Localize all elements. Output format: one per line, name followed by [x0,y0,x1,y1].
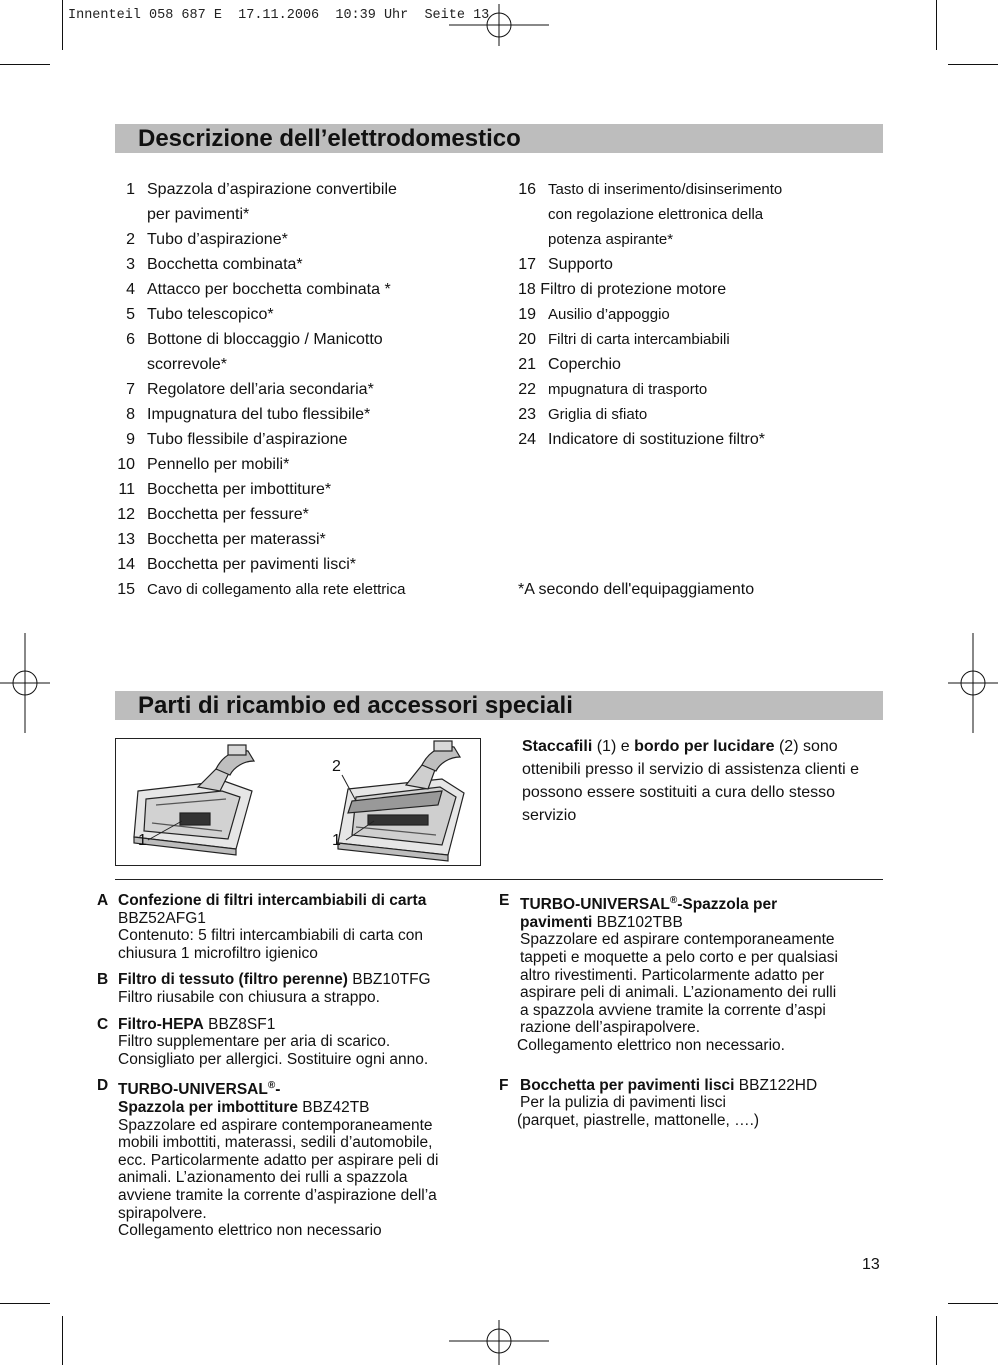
list-item: 17 Supporto [518,256,613,273]
registration-mark-icon [948,633,998,733]
list-item: 24 Indicatore di sostituzione filtro* [518,431,765,448]
page-number: 13 [862,1256,880,1273]
crop-mark [948,64,998,65]
list-item: 15 Cavo di collegamento alla rete elettrica [117,581,406,598]
list-item: 2 Tubo d’aspirazione* [126,231,288,248]
list-item: 19 Ausilio d’appoggio [518,306,670,323]
accessory-item: D TURBO-UNIVERSAL®- Spazzola per imbottiture BBZ42TB Spazzolare ed aspirare contemporaneamente mobili imbottiti, materassi, sedili d’automobile, ecc. Particolarmente adatto per aspirare peli di animali. L’azionamento dei rulli a spazzola avviene tramite la corrente d’aspirazione dell’a spirapolvere. Collegamento elettrico non necessario [97,1077,439,1240]
list-item: 6 Bottone di bloccaggio / Manicotto scorrevole* [126,331,383,373]
registration-mark-icon [449,4,549,46]
accessory-item: C Filtro-HEPA BBZ8SF1 Filtro supplementare per aria di scarico. Consigliato per allergici. Sostituire ogni anno. [97,1015,429,1068]
accessory-item: B Filtro di tessuto (filtro perenne) BBZ10TFG Filtro riusabile con chiusura a strappo. [97,971,431,1006]
accessory-item: F Bocchetta per pavimenti lisci BBZ122HD Per la pulizia di pavimenti lisci (parquet, piastrelle, mattonelle, ….) [499,1076,818,1129]
divider [115,879,883,880]
list-item: 10 Pennello per mobili* [117,456,290,473]
list-item: 20 Filtri di carta intercambiabili [518,331,730,348]
list-item: 21 Coperchio [518,356,621,373]
spare-parts-intro: Staccafili (1) e bordo per lucidare (2) sono ottenibili presso il servizio di assistenza clienti e possono essere sostituiti a cura dello stesso servizio [522,738,860,824]
parts-list-right [516,177,886,452]
callout-label: 1 [138,832,147,849]
list-item: 14 Bocchetta per pavimenti lisci* [117,556,356,573]
callout-label: 1 [332,832,341,849]
nozzle-illustration [115,738,481,866]
list-item: 12 Bocchetta per fessure* [117,506,309,523]
list-item: 8 Impugnatura del tubo flessibile* [126,406,371,423]
crop-mark [948,1303,998,1304]
registration-mark-icon [0,633,50,733]
registration-mark-icon [449,1320,549,1365]
list-item: 7 Regolatore dell’aria secondaria* [126,381,374,398]
floor-brush-icon [116,739,480,865]
crop-mark [0,1303,50,1304]
list-item: 9 Tubo flessibile d’aspirazione [126,431,348,448]
list-item: 4 Attacco per bocchetta combinata * [126,281,391,298]
list-item: 23 Griglia di sfiato [518,406,648,423]
equipment-footnote: *A secondo dell'equipaggiamento [518,581,755,598]
list-item: 22 mpugnatura di trasporto [518,381,708,398]
section-heading-band [115,691,883,720]
list-item: 16 Tasto di inserimento/disinserimento con regolazione elettronica della potenza aspirante* [518,181,783,248]
crop-mark [936,0,937,50]
crop-mark [62,0,63,50]
list-item: 13 Bocchetta per materassi* [117,531,326,548]
crop-mark [62,1316,63,1365]
parts-list-left [115,177,495,602]
crop-mark [0,64,50,65]
crop-mark [936,1316,937,1365]
list-item: 11 Bocchetta per imbottiture* [118,481,332,498]
section-title-description: Descrizione dell’elettrodomestico [138,125,521,152]
print-header: Innenteil 058 687 E 17.11.2006 10:39 Uhr Seite 13 [68,8,490,23]
section-title-spare-parts: Parti di ricambio ed accessori speciali [138,692,573,719]
list-item: 5 Tubo telescopico* [126,306,274,323]
accessories-left [97,892,477,1249]
accessory-item: E TURBO-UNIVERSAL®-Spazzola per pavimenti BBZ102TBB Spazzolare ed aspirare contemporaneamente tappeti e moquette a pelo corto e per qualsiasi altro rivestimenti. Particolarmente adatto per aspirare peli di animali. L’azionamento dei rulli a spazzola avviene tramite la corrente d’aspi razione dell’aspirapolvere. Collegamento elettrico non necessario. [499,892,838,1054]
accessories-right [499,892,889,1138]
callout-label: 2 [332,758,341,775]
accessory-item: A Confezione di filtri intercambiabili di carta BBZ52AFG1 Contenuto: 5 filtri intercambiabili di carta con chiusura 1 microfiltro igienico [97,892,427,962]
list-item: 1 Spazzola d’aspirazione convertibile per pavimenti* [126,181,397,223]
list-item: 18 Filtro di protezione motore [518,281,727,298]
section-heading-band [115,124,883,153]
list-item: 3 Bocchetta combinata* [126,256,303,273]
